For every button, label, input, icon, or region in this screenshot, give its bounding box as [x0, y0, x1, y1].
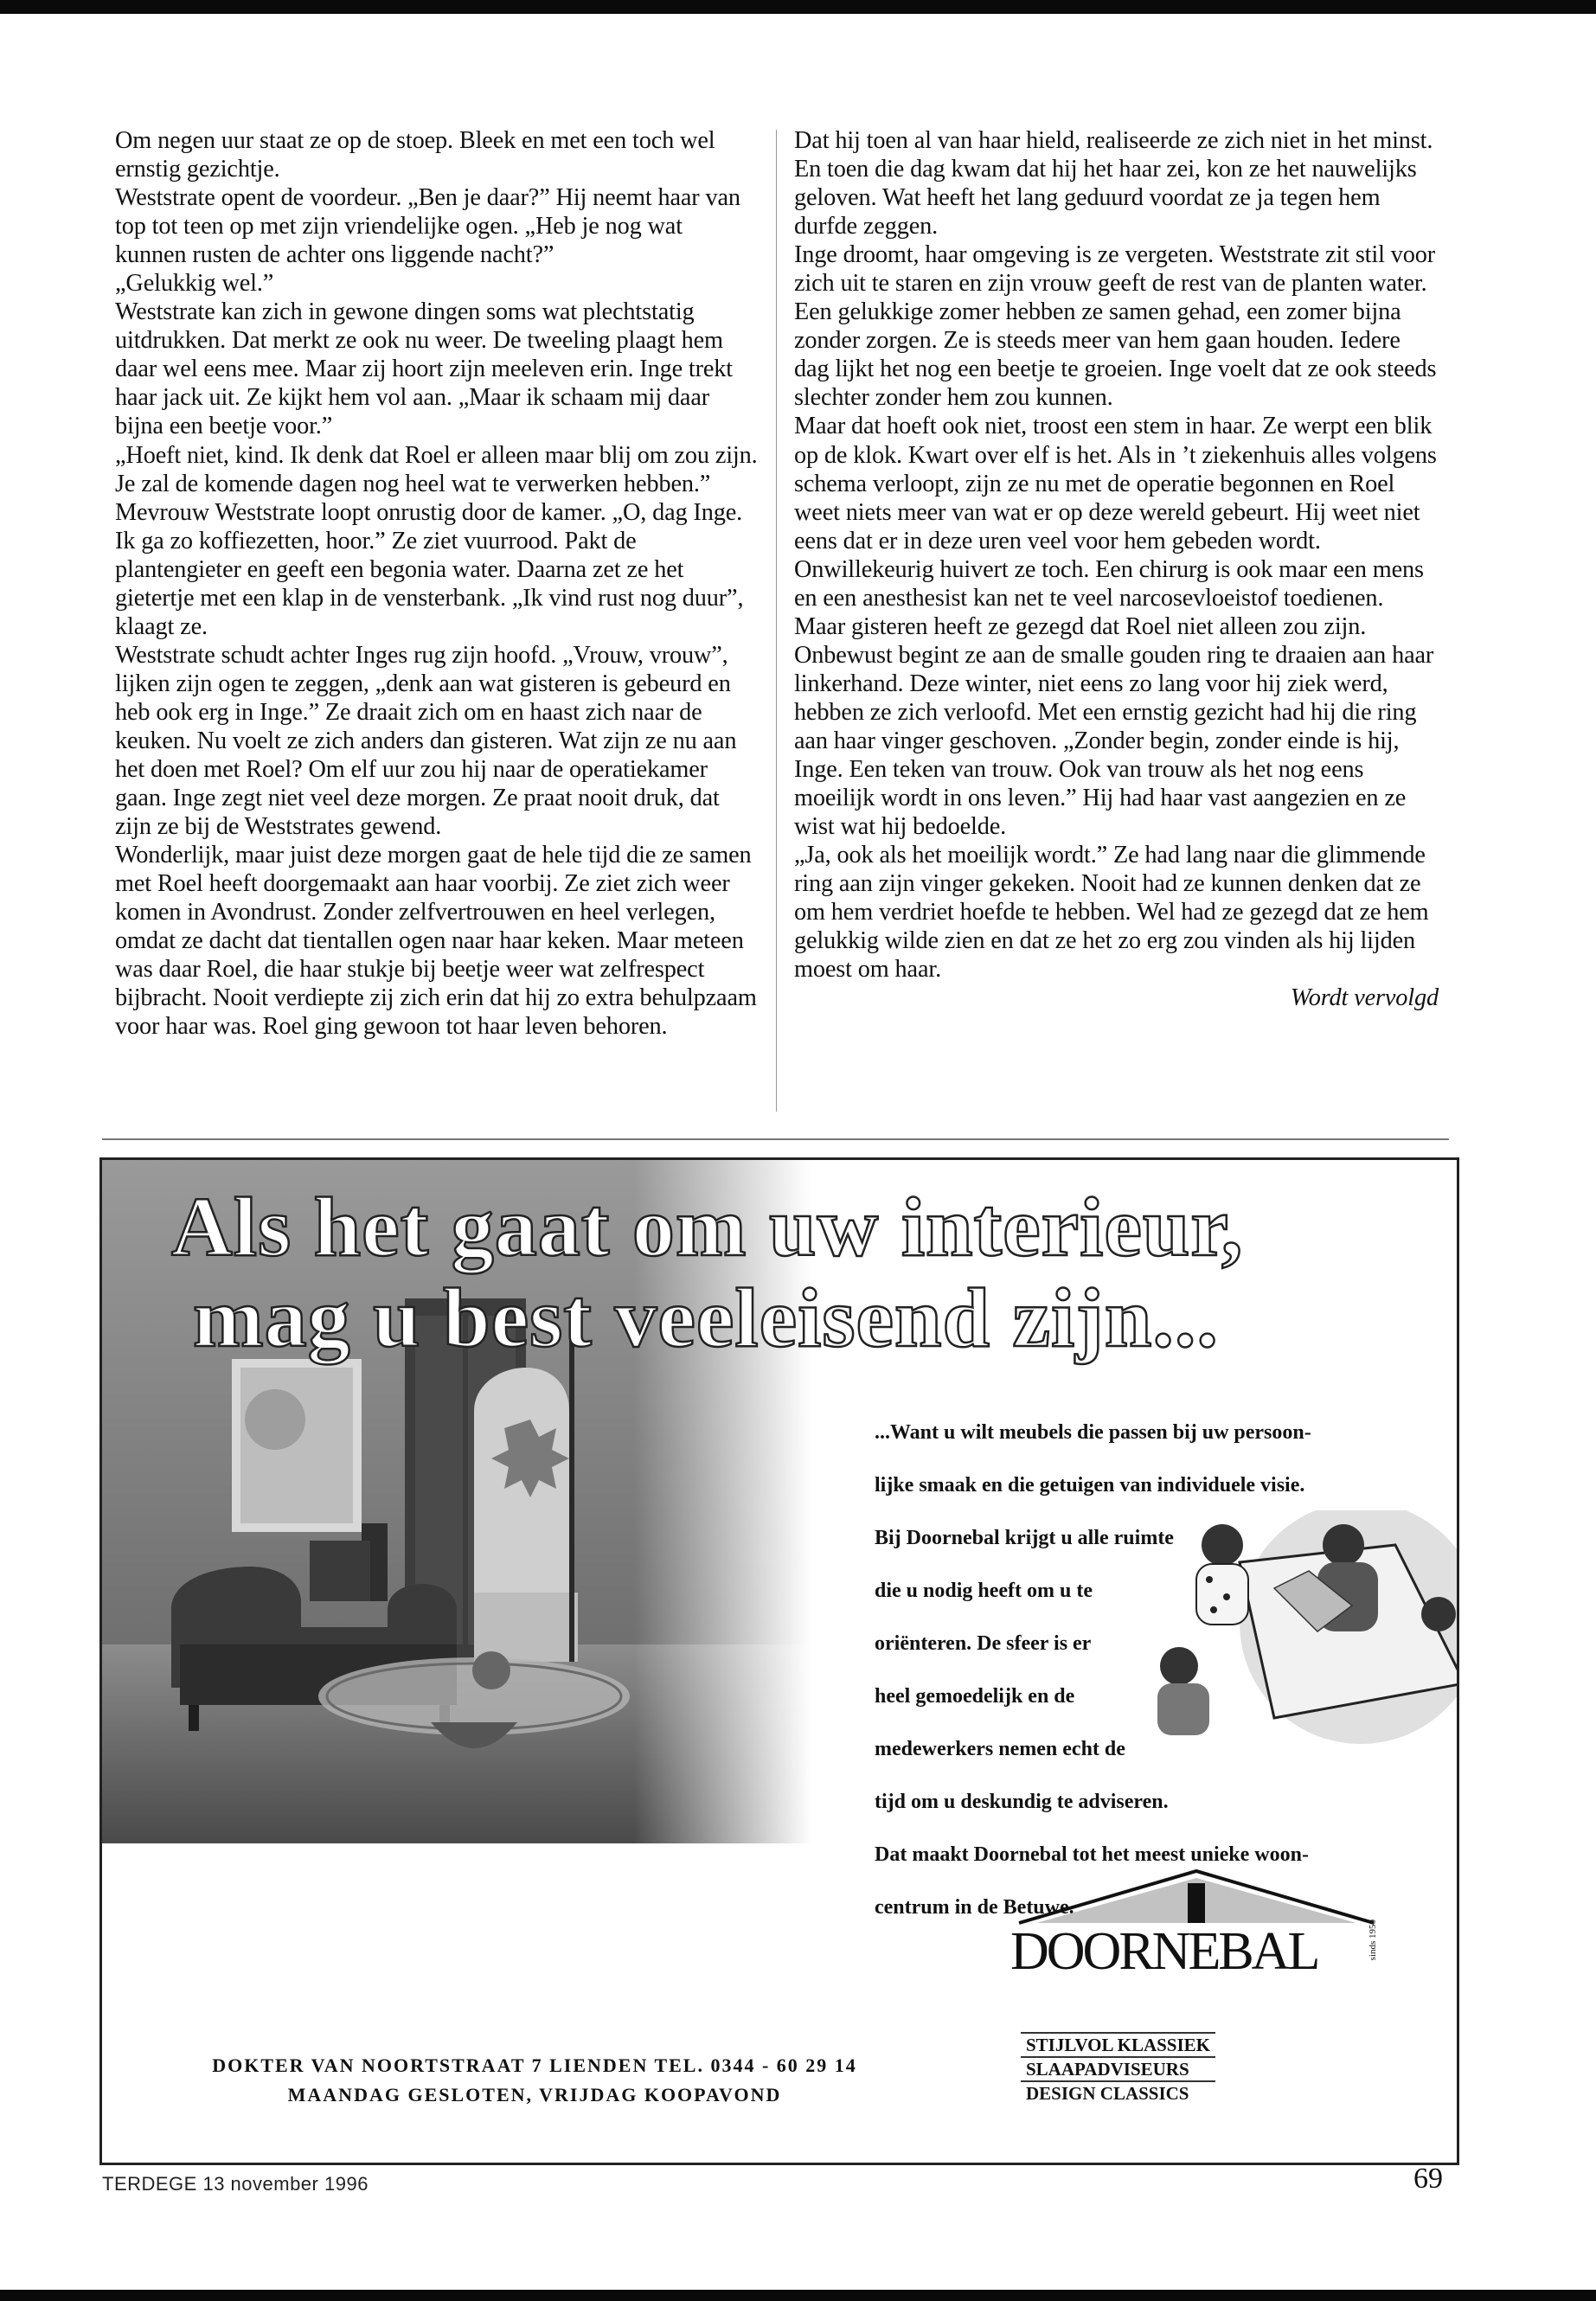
column-divider [776, 130, 777, 1112]
paragraph: Maar gisteren heeft ze gezegd dat Roel niet alleen zou zijn. Onbewust begint ze aan de smalle gouden ring te draaien aan haar linkerhand. Deze winter, niet eens zo lang voor hij ziek werd, hebben ze zich verloofd. Met een ernstig gezicht had hij die ring aan haar vinger geschoven. „Zonder begin, zonder einde is hij, Inge. Een teken van trouw. Ook van trouw als het nog eens moeilijk wordt in ons leven.” Hij had haar vast aangezien en ze wist wat hij bedoelde. [794, 612, 1434, 841]
copy-line: centrum in de Betuwe. [875, 1896, 1074, 1919]
copy-line: medewerkers nemen echt de [875, 1738, 1125, 1760]
paragraph: Mevrouw Weststrate loopt onrustig door de kamer. „O, dag Inge. Ik ga zo koffiezetten, hoor.” Ze ziet vuurrood. Pakt de plantengieter en geeft een begonia water. Daarna zet ze het gietertje met een klap in de vensterbank. „Ik vind rust nog duur”, klaagt ze. [115, 498, 744, 640]
house-roof-icon [1010, 1868, 1382, 1925]
logo-wordmark: DOORNEBAL [1010, 1922, 1318, 1981]
doornebal-logo [1010, 1868, 1382, 1989]
address-line: DOKTER VAN NOORTSTRAAT 7 LIENDEN TEL. 0344 - 60 29 14 [212, 2054, 857, 2076]
paragraph: „Gelukkig wel.” [115, 270, 274, 298]
tagline: SLAAPADVISEURS [1021, 2056, 1215, 2080]
continued-note: Wordt vervolgd [1290, 984, 1439, 1012]
top-border-rule [0, 0, 1596, 14]
logo-since: sinds 1950 [1368, 1920, 1378, 1961]
copy-line: die u nodig heeft om u te [875, 1580, 1093, 1602]
headline-line-2: mag u best veeleisend zijn... [193, 1272, 1219, 1365]
copy-line: Bij Doornebal krijgt u alle ruimte [875, 1527, 1174, 1549]
tagline: STIJLVOL KLASSIEK [1021, 2032, 1215, 2056]
paragraph: Maar dat hoeft ook niet, troost een stem in haar. Ze werpt een blik op de klok. Kwart over elf is het. Als in ’t ziekenhuis alles volgens schema verloopt, zijn ze nu met de operatie begonnen en Roel weet niets meer van wat er op deze wereld gebeurt. Hij weet niet eens dat er in deze uren veel voor hem gebeden wordt. Onwillekeurig huivert ze toch. Een chirurg is ook maar een mens en een anesthesist kan net te veel narcosevloeistof toedienen. [794, 413, 1437, 612]
ad-taglines [1021, 2032, 1215, 2105]
copy-line: lijke smaak en die getuigen van individuele visie. [875, 1474, 1305, 1497]
ad-headline [102, 1160, 1457, 1385]
opening-hours: MAANDAG GESLOTEN, VRIJDAG KOOPAVOND [287, 2084, 782, 2106]
publication-footer: TERDEGE 13 november 1996 [102, 2173, 369, 2195]
paragraph: Om negen uur staat ze op de stoep. Bleek en met een toch wel ernstig gezichtje. [115, 127, 715, 183]
paragraph: „Hoeft niet, kind. Ik denk dat Roel er alleen maar blij om zou zijn. Je zal de komende dagen nog heel wat te verwerken hebben.” [115, 441, 758, 497]
paragraph: Weststrate kan zich in gewone dingen soms wat plechtstatig uitdrukken. Dat merkt ze ook nu weer. De tweeling plaagt hem daar wel eens mee. Maar zij hoort zijn meeleven erin. Inge trekt haar jack uit. Ze kijkt hem vol aan. „Maar ik schaam mij daar bijna een beetje voor.” [115, 298, 734, 440]
paragraph: Inge droomt, haar omgeving is ze vergeten. Weststrate zit stil voor zich uit te staren en zijn vrouw geeft de rest van de planten water. [794, 241, 1436, 298]
tagline: DESIGN CLASSICS [1021, 2080, 1215, 2105]
paragraph: Wonderlijk, maar juist deze morgen gaat de hele tijd die ze samen met Roel heeft doorgemaakt aan haar voorbij. Ze ziet zich weer komen in Avondrust. Zonder zelfvertrouwen en heel verlegen, omdat ze dacht dat tientallen ogen naar haar keken. Maar meteen was daar Roel, die haar stukje bij beetje weer wat zelfrespect bijbracht. Nooit verdiepte zij zich erin dat hij zo extra behulpzaam voor haar was. Roel ging gewoon tot haar leven behoren. [115, 842, 757, 1041]
store-address [102, 2051, 967, 2110]
headline-line-1: Als het gaat om uw interieur, [171, 1181, 1244, 1274]
copy-line: oriënteren. De sfeer is er [875, 1632, 1092, 1655]
doornebal-advertisement [99, 1157, 1459, 2165]
meeting-illustration [1144, 1510, 1459, 1761]
copy-line: tijd om u deskundig te adviseren. [875, 1791, 1169, 1813]
copy-line: Dat maakt Doornebal tot het meest unieke woon- [875, 1843, 1309, 1866]
paragraph: Weststrate schudt achter Inges rug zijn hoofd. „Vrouw, vrouw”, lijken zijn ogen te zeggen, „denk aan wat gisteren is gebeurd en heb ook erg in Inge.” Ze draait zich om en haast zich naar de keuken. Nu voelt ze zich anders dan gisteren. Wat zijn ze nu aan het doen met Roel? Om elf uur zou hij naar de operatiekamer gaan. Inge zegt niet veel deze morgen. Ze praat nooit druk, dat zijn ze bij de Weststrates gewend. [115, 641, 737, 841]
page-number: 69 [1413, 2163, 1443, 2195]
copy-line: heel gemoedelijk en de [875, 1685, 1075, 1708]
paragraph: Een gelukkige zomer hebben ze samen gehad, een zomer bijna zonder zorgen. Ze is steeds meer van hem gaan houden. Iedere dag lijkt het nog een beetje te groeien. Inge voelt dat ze ook steeds slechter zonder hem zou kunnen. [794, 298, 1437, 412]
article-column-left [115, 126, 760, 1042]
paragraph: Weststrate opent de voordeur. „Ben je daar?” Hij neemt haar van top tot teen op met zijn vriendelijke ogen. „Heb je nog wat kunnen rusten de achter ons liggende nacht?” [115, 184, 740, 269]
article-column-right [794, 126, 1439, 1012]
copy-line: ...Want u wilt meubels die passen bij uw persoon- [875, 1421, 1311, 1444]
paragraph: „Ja, ook als het moeilijk wordt.” Ze had lang naar die glimmende ring aan zijn vinger gekeken. Nooit had ze kunnen denken dat ze om hem verdriet hoefde te hebben. Wel had ze gezegd dat ze hem gelukkig wilde zien en dat ze het zo erg zou vinden als hij lijden moest om haar. [794, 842, 1429, 984]
paragraph: Dat hij toen al van haar hield, realiseerde ze zich niet in het minst. En toen die dag kwam dat hij het haar zei, kon ze het nauwelijks geloven. Wat heeft het lang geduurd voordat ze ja tegen hem durfde zeggen. [794, 127, 1433, 240]
section-divider [102, 1138, 1449, 1140]
bottom-border-rule [0, 2290, 1596, 2301]
